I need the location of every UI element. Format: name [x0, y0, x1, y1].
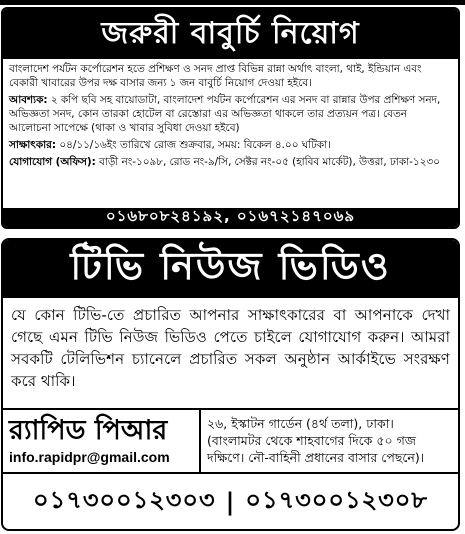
job-ad-title: জরুরী বাবুর্চি নিয়োগ: [3, 9, 458, 59]
video-ad-box: [1, 238, 460, 531]
video-ad-phone-1: ০১৭৩০০১২৩০৩: [33, 485, 216, 514]
job-ad-contact: [9, 155, 452, 169]
job-ad-box: [1, 7, 460, 229]
video-ad-phone-2: ০১৭৩০০১২৩০৮: [245, 485, 428, 514]
interview-text: ০৪/১১/১৬ইং তারিখে রোজ শুক্রবার, সময়: বিকেল ৪.০০ ঘটিকা।: [59, 139, 331, 151]
job-ad-interview: [9, 138, 452, 152]
job-ad-intro: বাংলাদেশ পর্যটন কর্পোরেশন হতে প্রশিক্ষণ ও সনদ প্রাপ্ত বিভিন্ন রান্না অর্থাৎ বাংলা, থাই, ইন্ডিয়ান এবং বেকারী খাবারের উপর দক্ষ বাসার জন্য ১ জন বাবুর্চি নিয়োগ দেওয়া হইবে।: [9, 63, 422, 89]
address-block: [201, 410, 458, 472]
address-line-1: ২৬, ইস্কাটন গার্ডেন (৪র্থ তলা), ঢাকা।: [207, 416, 394, 431]
requirements-text: ২ কপি ছবি সহ বায়োডাটা, বাংলাদেশ পর্যটন কর্পোরেশন এর সনদ বা রান্নার উপর প্রশিক্ষণ সনদ, অভিজ্ঞতা সনদ, কোন তারকা হোটেল বা রেস্তোরা এর অভিজ্ঞতা থাকলে তার প্রত্যয়ন পত্র। বেতন আলোচনা সাপেক্ষে (থাকা ও খাবার সুবিধা দেওয়া হইবে): [9, 94, 441, 134]
brand-name: র‌্যাপিড পিআর: [9, 415, 168, 446]
video-ad-info-row: [3, 408, 458, 474]
address-line-2: (বাংলামটর থেকে শাহবাগের দিকে ৫০ গজ দক্ষিণে। নৌ-বাহিনী প্রধানের বাসার পেছনে)।: [207, 433, 425, 465]
brand-email: info.rapidpr@gmail.com: [9, 449, 170, 465]
video-ad-body: যে কোন টিভি-তে প্রচারিত আপনার সাক্ষাৎকারের বা আপনাকে দেখা গেছে এমন টিভি নিউজ ভিডিও পেতে চাইলে যোগাযোগ করুন। আমরা সবকটি টেলিভিশন চ্যানেলে প্রচারিত সকল অনুষ্ঠান আর্কাইভে সংরক্ষণ করে থাকি।: [11, 306, 450, 390]
requirements-label: আবশ্যক:: [9, 94, 48, 106]
contact-text: বাড়ী নং-১০৯৮, রোড নং-৯/সি, সেক্টর নং-০৫ (হাবিব মার্কেট), উত্তরা, ঢাকা-১২৩০: [99, 156, 440, 168]
interview-label: সাক্ষাৎকার:: [9, 139, 57, 151]
video-ad-phones: [3, 474, 458, 529]
job-ad-requirements: [9, 93, 452, 135]
phone-separator: |: [225, 487, 236, 516]
video-ad-title: টিভি নিউজ ভিডিও: [3, 240, 458, 298]
job-ad-body: [3, 59, 458, 169]
top-border-strip: [0, 0, 465, 5]
job-ad-phones: ০১৬৮০৮২৪১৯২, ০১৬৭২১৪৭০৬৯: [3, 208, 458, 227]
brand-block: [3, 410, 201, 472]
contact-label: যোগাযোগ (অফিস):: [9, 156, 96, 168]
